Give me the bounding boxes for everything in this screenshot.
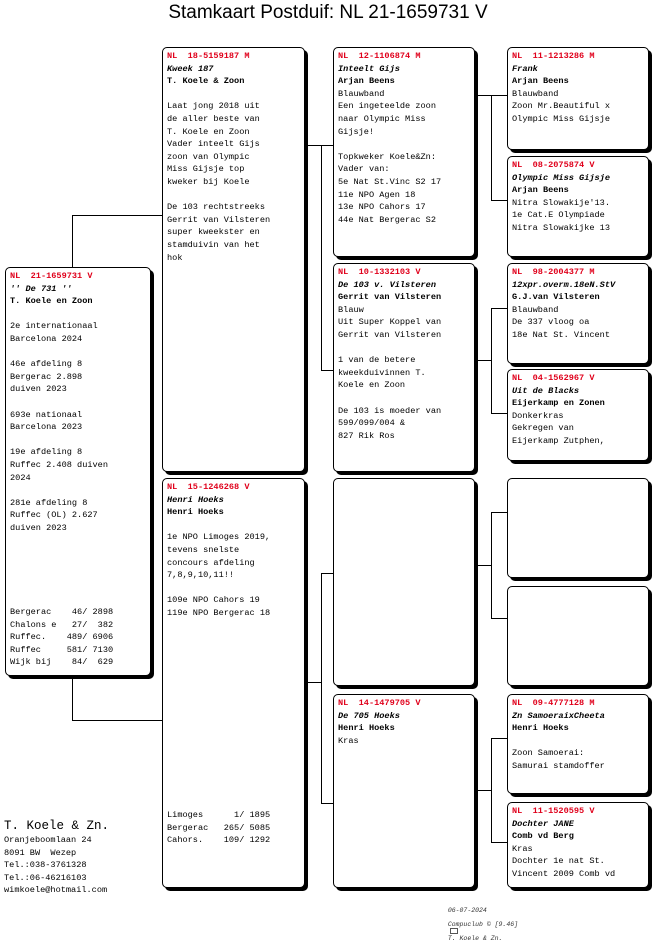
pigeon-card-fmm[interactable] <box>507 369 649 461</box>
pigeon-notes: 2e internationaal Barcelona 2024 46e afdeling 8 Bergerac 2.898 duiven 2023 693e nationaal Barcelona 2023 19e afdeling 8 Ruffec 2.408 duiven 2024 281e afdeling 8 Ruffec (OL) 2.627 duiven 2023 <box>10 321 108 533</box>
pigeon-notes: Blauwband Zoon Mr.Beautiful x Olympic Miss Gijsje <box>512 88 610 124</box>
pigeon-notes: Nitra Slowakije'13. 1e Cat.E Olympiade Nitra Slowakijke 13 <box>512 197 610 233</box>
connector-line <box>305 682 321 683</box>
footer-software: Compuclub © [9.46] <box>447 921 519 928</box>
connector-line <box>491 413 507 414</box>
pigeon-card-fff[interactable] <box>507 47 649 150</box>
connector-line <box>475 790 491 791</box>
pigeon-card-father-mother[interactable] <box>333 263 475 472</box>
breeder-phone: Tel.:038-3761328 <box>4 860 87 871</box>
pigeon-owner: G.J.van Vilsteren <box>512 292 600 303</box>
connector-line <box>491 95 507 96</box>
connector-line <box>305 145 321 146</box>
ring-number: NL 11-1213286 M <box>512 51 595 61</box>
connector-line <box>72 215 73 267</box>
connector-line <box>321 145 322 370</box>
pigeon-owner: Arjan Beens <box>512 185 569 196</box>
pigeon-name: 12xpr.overm.18eN.StV <box>512 279 616 290</box>
window-icon <box>450 928 458 934</box>
connector-line <box>321 370 333 371</box>
ring-number: NL 04-1562967 V <box>512 373 595 383</box>
connector-line <box>475 95 491 96</box>
connector-line <box>491 512 492 618</box>
pigeon-notes: Kras <box>338 735 359 746</box>
footer-date: 06-07-2024 <box>447 907 487 914</box>
connector-line <box>491 738 507 739</box>
breeder-email: wimkoele@hotmail.com <box>4 885 108 896</box>
connector-line <box>321 573 322 803</box>
connector-line <box>491 738 492 842</box>
ring-number: NL 14-1479705 V <box>338 698 421 708</box>
pigeon-notes: Laat jong 2018 uit de aller beste van T. Koele en Zoon Vader inteelt Gijs zoon van Olympic Miss Gijsje top kweker bij Koele De 103 rechtstreeks Gerrit van Vilsteren super kweekster en stamduivin van het hok <box>167 101 271 263</box>
pigeon-name: Uit de Blacks <box>512 385 580 396</box>
ring-number: NL 09-4777128 M <box>512 698 595 708</box>
connector-line <box>321 803 333 804</box>
page-title: Stamkaart Postduif: NL 21-1659731 V <box>168 2 488 23</box>
pigeon-card-ffm[interactable] <box>507 156 649 257</box>
connector-line <box>491 618 507 619</box>
pigeon-owner: Arjan Beens <box>512 76 569 87</box>
breeder-address: Oranjeboomlaan 24 <box>4 835 92 845</box>
connector-line <box>491 308 507 309</box>
pigeon-owner: Arjan Beens <box>338 76 395 87</box>
connector-line <box>491 95 492 200</box>
ring-number: NL 21-1659731 V <box>10 271 93 281</box>
connector-line <box>475 360 491 361</box>
pigeon-card-mfm[interactable] <box>507 586 649 686</box>
breeder-mobile: Tel.:06-46216103 <box>4 872 87 883</box>
pigeon-owner: T. Koele en Zoon <box>10 296 93 307</box>
connector-line <box>321 145 333 146</box>
connector-line <box>72 720 162 721</box>
pigeon-name: Olympic Miss Gijsje <box>512 172 610 183</box>
pigeon-card-mother-mother[interactable] <box>333 694 475 888</box>
footer <box>440 900 518 942</box>
pigeon-notes: Blauwband De 337 vloog oa 18e Nat St. Vincent <box>512 304 610 340</box>
breeder-info <box>4 818 109 897</box>
pigeon-card-mother[interactable] <box>162 478 305 888</box>
breeder-city: 8091 BW Wezep <box>4 847 77 858</box>
pigeon-card-father-father[interactable] <box>333 47 475 257</box>
ring-number: NL 08-2075874 V <box>512 160 595 170</box>
race-results: Limoges 1/ 1895 Bergerac 265/ 5085 Cahors. 109/ 1292 <box>167 810 271 846</box>
pigeon-card-fmf[interactable] <box>507 263 649 364</box>
connector-line <box>491 308 492 413</box>
pigeon-notes: Donkerkras Gekregen van Eijerkamp Zutphen, <box>512 410 605 446</box>
pigeon-name: Henri Hoeks <box>167 494 224 505</box>
pigeon-name: '' De 731 '' <box>10 283 72 294</box>
connector-line <box>475 565 491 566</box>
pigeon-notes: Zoon Samoerai: Samurai stamdoffer <box>512 748 605 771</box>
ring-number: NL 11-1520595 V <box>512 806 595 816</box>
pigeon-card-father[interactable] <box>162 47 305 472</box>
pigeon-owner: Comb vd Berg <box>512 831 574 842</box>
pigeon-name: De 705 Hoeks <box>338 710 400 721</box>
ring-number: NL 15-1246268 V <box>167 482 250 492</box>
pigeon-name: Frank <box>512 63 538 74</box>
connector-line <box>72 215 162 216</box>
pigeon-name: Inteelt Gijs <box>338 63 400 74</box>
pigeon-name: Zn SamoeraixCheeta <box>512 710 605 721</box>
pigeon-owner: Eijerkamp en Zonen <box>512 398 605 409</box>
pigeon-notes: 1e NPO Limoges 2019, tevens snelste concours afdeling 7,8,9,10,11!! 109e NPO Cahors 19 119e NPO Bergerac 18 <box>167 532 271 618</box>
pigeon-card-mmm[interactable] <box>507 802 649 888</box>
pigeon-notes: Blauw Uit Super Koppel van Gerrit van Vilsteren 1 van de betere kweekduivinnen T. Koele en Zoon De 103 is moeder van 599/099/004 & 827 Rik Ros <box>338 304 442 441</box>
pigeon-name: Dochter JANE <box>512 818 574 829</box>
ring-number: NL 10-1332103 V <box>338 267 421 277</box>
connector-line <box>491 200 507 201</box>
pigeon-card-main[interactable] <box>5 267 151 676</box>
connector-line <box>72 676 73 720</box>
ring-number: NL 98-2004377 M <box>512 267 595 277</box>
pigeon-name: Kweek 187 <box>167 63 214 74</box>
ring-number: NL 12-1106874 M <box>338 51 421 61</box>
pigeon-card-mmf[interactable] <box>507 694 649 794</box>
pigeon-notes: Kras Dochter 1e nat St. Vincent 2009 Comb vd <box>512 843 616 879</box>
breeder-name: T. Koele & Zn. <box>4 819 110 833</box>
pigeon-card-mff[interactable] <box>507 478 649 578</box>
pigeon-owner: Henri Hoeks <box>338 723 395 734</box>
connector-line <box>491 512 507 513</box>
pigeon-owner: T. Koele & Zoon <box>167 76 245 87</box>
pigeon-name: De 103 v. Vilsteren <box>338 279 436 290</box>
race-results: Bergerac 46/ 2898 Chalons e 27/ 382 Ruffec. 489/ 6906 Ruffec 581/ 7130 Wijk bij 84/ 629 <box>10 607 114 668</box>
ring-number: NL 18-5159187 M <box>167 51 250 61</box>
pigeon-card-mother-father[interactable] <box>333 478 475 686</box>
connector-line <box>321 573 333 574</box>
pigeon-owner: Gerrit van Vilsteren <box>338 292 442 303</box>
pigeon-notes: Blauwband Een ingeteelde zoon naar Olympic Miss Gijsje! Topkweker Koele&Zn: Vader van: 5e Nat St.Vinc S2 17 11e NPO Agen 18 13e NPO Cahors 17 44e Nat Bergerac S2 <box>338 88 442 225</box>
pigeon-owner: Henri Hoeks <box>167 507 224 518</box>
pigeon-owner: Henri Hoeks <box>512 723 569 734</box>
connector-line <box>491 842 507 843</box>
footer-owner: T. Koele & Zn. <box>447 935 503 942</box>
